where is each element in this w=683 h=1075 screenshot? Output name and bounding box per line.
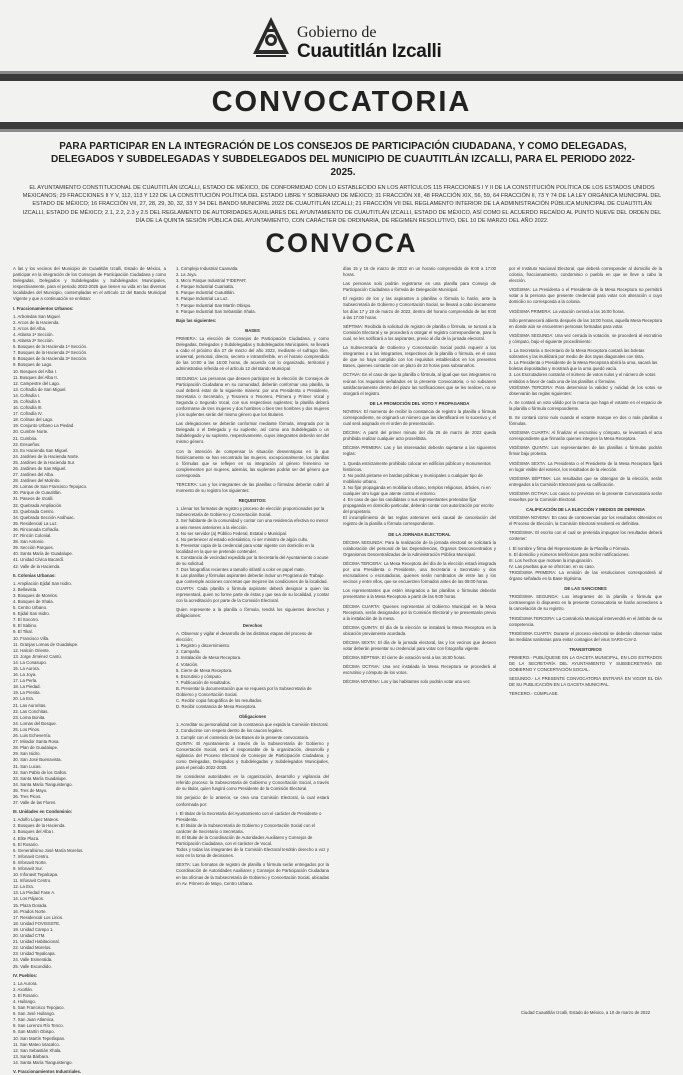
col2-text: Quien represente a la planilla o fórmula, tendrá los siguientes derechos y obligaciones: <box>176 606 329 618</box>
col2-text: SEXTA: Las formatos de registro de planilla o fórmula serán entregados por la Coordinación de Autoridades Auxiliares y Consejos de Participación Ciudadana en las oficinas de la Subsecretaría de Gobierno y Concertación Social, ubicadas en Av. Primero de Mayo, Centro Urbano. <box>176 862 329 886</box>
header <box>0 0 683 64</box>
list-item: 35. Tres de Mayo. <box>13 787 48 793</box>
list-item: 28. Plan de Guadalupe. <box>13 745 59 751</box>
col2-text: 7. Dos fotografías recientes a tamaño infantil a color en papel mate. <box>176 567 305 573</box>
list-item: 41. Unidad Cívica Bacardí. <box>13 557 65 563</box>
col3-text: El registro de los y las aspirantes a planillas o fórmula lo harán, ante la Subsecretaría de Gobierno y Concertación Social, se llevará a cabo únicamente los días 17 y 18 de marzo de 2022, dentro del horario comprendido de las 9:00 a las 17:00 horas. <box>343 296 496 320</box>
col4-text: TRIGÉSIMA PRIMERA: La emisión de las resoluciones corresponderá al órgano señalado en la Base trigésima. <box>509 569 662 582</box>
col1-heading: III. Unidades en Condominio: <box>13 809 73 815</box>
list-item: 5. San Francisco Tepojaco. <box>13 1005 65 1011</box>
list-item: 13. La Piedad Fase A. <box>13 890 56 896</box>
col4-text: Sólo permanecerá abierta después de las 16:00 horas, aquella Mesa Receptora en donde aún se encuentren personas formadas para votar. <box>509 317 662 329</box>
column-2 <box>176 266 329 1006</box>
col2-text: 3. Instalación de Mesa Receptora. <box>176 655 242 661</box>
col3-text: DÉCIMA SEGUNDA: Para la realización de la jornada electoral se solicitará la colaboración del personal de las Dependencias, Órganos Desconcentrados y Organismos Descentralizados de la Administración Pública Municipal. <box>343 539 496 557</box>
col2-text: CUARTA: Cada planilla o fórmula aspirante deberá designar a quien las representará, quien no forme parte de éstas y que sea de su localidad, y contar con la acreditación por parte de la Comisión Electoral. <box>176 585 329 603</box>
col2-text: C. Recibir copia fotográfica de los resultados. <box>176 698 263 704</box>
list-item: 6. Bosques de la Hacienda 1ª Sección. <box>13 344 88 350</box>
list-item: 11. San Mateo Ixtacalco. <box>13 1041 60 1047</box>
list-item: 11. Infonavit Centro. <box>13 878 52 884</box>
calificacion-heading: CALIFICACIÓN DE LA ELECCIÓN Y MEDIOS DE DEFENSA <box>525 507 646 513</box>
list-item: 22. Las Conchitas. <box>13 708 49 714</box>
list-item: 33. Santa María Guadalupe. <box>13 775 67 781</box>
list-item: 18. Colinas del Lago. <box>13 417 54 423</box>
list-item: 14. La Conasupo. <box>13 659 47 665</box>
col4-text: 2. La Presidenta o Presidente de la Mesa Receptora abrirá la urna, sacará las boletas depositadas y mostrará que la urna quedó vacía. <box>509 360 658 372</box>
col2-text: SEGUNDA: Las personas que deseen participar en la elección de Consejos de Participación Ciudadana en su comunidad, deberán conformar una planilla, la cual deberá estar de la siguiente manera: por una Presidenta o Presidente, Secretaria o Secretario, y Tesorera o Tesorero, Primera y Primer Vocal y Segunda o Segundo Vocal, con sus respectivos suplentes; la planilla deberá conformarse de tres mujeres y dos hombres o bien tres hombres y dos mujeres y los suplentes serán del mismo género que los titulares. <box>176 375 329 418</box>
column-3 <box>343 266 496 1006</box>
col4-text: 1. La Secretaría o Secretario de la Mesa Receptora contará las boletas sobrantes y las inutilizará por medio de dos rayas diagonales con tinta. <box>509 348 645 360</box>
list-industriales <box>176 266 329 315</box>
list-item: 2. Bosques de la Hacienda. <box>13 823 66 829</box>
col2-text: Todos y todas las integrantes de la Comisión Electoral tendrán derecho a voz y voto en la toma de decisiones. <box>176 847 329 859</box>
col3-text: DÉCIMA SEXTA: El día de la jornada electoral, las y los vecinos que deseen votar deberán presentar su credencial para votar con fotografía vigente. <box>343 639 496 652</box>
list-item: 16. Cofradía III. <box>13 405 43 411</box>
list-item: 14. Cofradía I. <box>13 392 41 398</box>
list-item: 19. Unidad Campo 1. <box>13 926 54 932</box>
list-item: 32. Quebrada Ampliación. <box>13 502 63 508</box>
col4-text: PRIMERO.- PUBLÍQUESE EN LA GACETA MUNICIPAL, EN LOS ESTRADOS DE LA SECRETARÍA DEL AYUNTAMIENTO Y SUBSECRETARÍA DE GOBIERNO Y CONCERTACIÓN SOCIAL. <box>509 654 662 673</box>
page-title: CONVOCATORIA <box>211 86 472 118</box>
col2-text: TERCERA: Los y los integrantes de las planillas o fórmulas deberán cubrir al momento de su registro los siguientes: <box>176 482 329 494</box>
col2-text: Las delegaciones se deberán conformar mediante fórmula, integrada por la Delegada o el Delegado y su suplente, así como una Subdelegada o un Subdelegado y su suplente, respectivamente, cuyos integrantes deberán ser del mismo género. <box>176 421 329 445</box>
list-item: 3. Bosques del Alba I. <box>13 829 55 835</box>
col2-text: 6. Constancia de vecindad expedida por la Secretaría del Ayuntamiento o acuse de su solicitud. <box>176 555 329 567</box>
col4-text: IV. Las pruebas que se ofrezcan, en su caso. <box>509 563 595 569</box>
col2-text: II. El titular de la Subsecretaría de Gobierno y Concertación Social con el carácter de Secretario o Secretaria. <box>176 822 316 834</box>
list-item: 9. Bosques de Lago. <box>13 362 53 368</box>
list-item: 22. Unidad Morelos. <box>13 945 52 951</box>
col4-text: VIGÉSIMA SEGUNDA: Una vez cerrada la votación, se procederá al escrutinio y cómputo, bajo el siguiente procedimiento: <box>509 332 662 344</box>
col3-text: OCTAVA: En el caso de que la planilla o fórmula, al igual que sus integrantes no reúnan los requisitos señalados en la presente Convocatoria, o no subsanen satisfactoriamente dentro del plazo las notificaciones que se les realicen, no se otorgará el registro. <box>343 372 496 396</box>
list-item: 10. San Martín Tepetlixpan. <box>13 1035 66 1041</box>
subtitle: PARA PARTICIPAR EN LA INTEGRACIÓN DE LOS CONSEJOS DE PARTICIPACIÓN CIUDADANA, Y COMO DELEGADAS, DELEGADOS Y SUBDELEGADAS Y SUBDELEGADOS DEL MUNICIPIO DE CUAUTITLÁN IZCALLI, PARA EL PERIODO 2022-2025. <box>51 141 635 178</box>
col2-text: PRIMERA: La elección de Consejos de Participación Ciudadana, y como Delegadas, Delegados y Subdelegadas y Subdelegados Municipales, se llevará a cabo el próximo día 27 de marzo del año 2022, mediante el sufragio libre, universal, personal, directo, secreto e intransferible, en el horario comprendido de las 10:00 a las 16:00 horas, de acuerdo con lo organizado, territorial y administrativa referida en el artículo 12 del Bando Municipal. <box>176 335 329 372</box>
list-item: 12. La Era. <box>13 884 35 890</box>
list-item: 4. Atlanta 1ª Sección. <box>13 331 54 337</box>
col3-text: DÉCIMA OCTAVA: Una vez instalada la Mesa Receptora se procederá al escrutinio y cómputo de los votos. <box>343 664 496 676</box>
col4-text: VIGÉSIMA QUINTA: Los representantes de las planillas o fórmulas podrán firmar bajo protesta. <box>509 445 662 457</box>
list-item: 8. El Sabino. <box>13 623 38 629</box>
col2-text: Bajo las siguientes: <box>176 317 217 323</box>
col4-text: III. Los hechos que motivan la impugnación. <box>509 557 593 563</box>
col2-text: I. El titular de la Secretaría del Ayuntamiento con el carácter de Presidente o Presidenta. <box>176 810 322 822</box>
col2-text: 3. Cumplir con el contenido de las Bases de la presente convocatoria. <box>176 734 310 740</box>
list-item: 5. Parque Industrial Cuautitlán. <box>176 290 235 296</box>
col3-text: DÉCIMA QUINTA: El día de la elección se instalará la Mesa Receptora en la ubicación previamente acordada. <box>343 624 496 636</box>
list-item: 14. Santa María Tianguistengo. <box>13 1059 73 1065</box>
col2-text: 1. Registro y discernimiento. <box>176 643 231 649</box>
list-item: 18. La Piedad. <box>13 684 41 690</box>
col2-text: Con la intención de compensar la situación desventajosa en la que históricamente se han encontrado las mujeres, excepcionalmente, los planillas o fórmulas que se reflejen en su integración al género femenino se complementen por mujeres, además, las suplentes podrán ser del género que corresponda. <box>176 448 329 478</box>
list-item: 26. Jardines de San Miguel. <box>13 466 67 471</box>
col1-heading: I. Fraccionamientos Urbanos: <box>13 305 74 311</box>
list-item: 11. Bosques del Alba II. <box>13 374 58 380</box>
col3-text: 3. No fijar propaganda en mobiliario urbano, templos religiosos, árboles, ni en cualquier otro lugar que atente contra el entorno. <box>343 484 491 496</box>
col2-text: III. El titular de la Coordinación de Autoridades Auxiliares y Consejos de Participación Ciudadana, con el carácter de Vocal. <box>176 834 313 847</box>
list-item: 15. Cofradía II. <box>13 398 42 404</box>
list-item: 37. Valle de las Flores. <box>13 800 57 806</box>
list-item: 29. San Isidro. <box>13 751 41 757</box>
list-item: 6. Generalísimo José María Morelos. <box>13 847 84 853</box>
list-item: 8. Infonavit Norte. <box>13 859 47 865</box>
list-item: 6. Parque Industrial La Luz. <box>176 296 229 302</box>
col2-text: 2. Campaña. <box>176 649 201 655</box>
col3-text: 1. Queda estrictamente prohibido colocar en edificios públicos y monumentos históricos. <box>343 460 491 472</box>
list-item: 11. Granjas Lomas de Guadalupe. <box>13 641 79 647</box>
col2-text: QUINTA: El Ayuntamiento a través de la Subsecretaría de Gobierno y Concertación Social, será el responsable de la organización, desarrollo y vigilancia del Proceso Electoral de Consejos de Participación Ciudadana, y como Delegadas, Delegados y Subdelegadas y Subdelegados Municipales, para el periodo 2022-2025. <box>176 740 329 771</box>
col3-text: La Subsecretaría de Gobierno y Concertación Social podrá requerir a los integrantes o a los integrantes, respectivos de la planilla o fórmula, en el caso de que no haya cumplido con los requisitos establecidos en los presentes Bases, quienes contarán con un plazo de 24 horas para subsanarlos. <box>343 345 496 369</box>
col1-heading: IV. Pueblos: <box>13 972 38 978</box>
requisitos-heading: REQUISITOS: <box>238 498 267 504</box>
list-item: 7. San Juan Atlamica. <box>13 1017 55 1023</box>
list-item: 19. Conjunto Urbano La Piedad. <box>13 423 75 429</box>
col4-text: TERCERO.- CÚMPLASE. <box>509 691 559 697</box>
list-item: 20. Cumbre Norte. <box>13 429 49 435</box>
col4-text: I. El nombre y firma del Representante de la Planilla o Fórmula. <box>509 545 630 551</box>
list-item: 20. La Era. <box>13 696 35 702</box>
list-item: 2. Bellavista. <box>13 586 38 592</box>
col4-text: TRIGÉSIMA: El escrito con el cual se pretenda impugnar los resultados deberá contener: <box>509 530 662 542</box>
col2-text: 6. Escrutinio y cómputo. <box>176 673 222 679</box>
col2-text: Se consideran autoridades en la organización, desarrollo y vigilancia del referido proceso: la Subsecretaría de Gobierno y Concertación Social, a través de su titular, quien fungirá como Presidente de la Comisión Electoral. <box>176 774 329 792</box>
list-item: 42. Valle de la Hacienda. <box>13 563 61 569</box>
col2-text: 3. No ser servidor (a) Público Federal, Estatal o Municipal. <box>176 530 288 536</box>
col4-text: SEGUNDO.- LA PRESENTE CONVOCATORIA ENTRARÁ EN VIGOR EL DÍA DE SU PUBLICACIÓN EN LA GACETA MUNICIPAL. <box>509 676 662 688</box>
list-fraccionamientos <box>13 314 166 570</box>
col4-text: VIGÉSIMA OCTAVA: Los casos no previstos en la presente Convocatoria serán resueltos por la Comisión Electoral. <box>509 490 662 502</box>
list-item: 21. Unidad Habitacional. <box>13 939 60 945</box>
col2-text: 2. Conducirse con respeto dentro de los cauces legales. <box>176 728 284 734</box>
list-item: 9. San Martín Obispo. <box>13 1029 55 1035</box>
list-item: 36. Rinconada Cofradía. <box>13 526 60 532</box>
col4-text: TRIGÉSIMA SEGUNDA: Los integrantes de la planilla o fórmula que contravengan lo dispuesto en la presente Convocatoria se harán acreedores a la cancelación de su registro. <box>509 594 662 612</box>
list-item: 31. San Lucas. <box>13 763 42 769</box>
list-item: 20. Unidad CTM. <box>13 933 46 939</box>
list-item: 32. San Pablo de los Gallos. <box>13 769 68 775</box>
list-item: 13. Santa Bárbara. <box>13 1053 50 1059</box>
list-colonias <box>13 581 166 806</box>
list-item: 24. Jardines de la Hacienda Norte. <box>13 453 80 459</box>
list-pueblos <box>13 981 166 1066</box>
col4-text: 3. Los Escrutadores contarán el número de votos nulos y el número de votos emitidos a favor de cada una de las planillas o fórmulas. <box>509 372 656 384</box>
list-item: 3. Micro Parque Industrial 'FIDEPAR'. <box>176 278 248 284</box>
col2-text: B. Presentar la documentación que se requiera por la Subsecretaría de Gobierno y Concertación Social. <box>176 685 312 697</box>
list-item: 30. Parque de Cuautitlán. <box>13 490 62 496</box>
col2-text: 5. Presentar copia de la credencial para votar vigente con domicilio en la localidad en la que se pretende contender. <box>176 542 315 554</box>
col3-text: NOVENA: El momento de recibir la constancia de registro la planilla o fórmula correspondiente, se originará un número que las identificará en lo sucesivo y, el cual será asignado en el orden de presentación. <box>343 408 496 427</box>
col1-heading: V. Fraccionamientos Industriales. <box>13 1069 82 1074</box>
list-item: 7. Bosques de la Hacienda 2ª Sección. <box>13 350 88 356</box>
list-item: 8. San Lorenzo Río Tenco. <box>13 1023 64 1029</box>
footer-date: Ciudad Cuautitlán Izcalli, Estado de México, a 10 de marzo de 2022 <box>520 1010 651 1015</box>
col2-text: 4. No pertenecer al estado eclesiástico, ni ser ministro de algún culto. <box>176 536 309 542</box>
list-item: 9. El Tikal. <box>13 629 33 635</box>
jornada-heading: DE LA JORNADA ELECTORAL <box>388 531 451 537</box>
col3-text: DÉCIMA CUARTA: Quienes representan al Gobierno Municipal en la Mesa Receptora, serán designados por la Comisión Electoral y se presentarán previo a la instalación de la mesa. <box>343 603 496 621</box>
col3-text: Las personas solo podrán registrarse en una planilla para Consejo de Participación Ciudadana o fórmula de Delegación Municipal. <box>343 281 496 293</box>
transitorios-heading: TRANSITORIOS <box>569 646 602 652</box>
col4-text: VIGÉSIMA: La Presidenta o el Presidente de la Mesa Receptora no permitirá votar a la persona que presente credencial para votar con alteración o cuyo domicilio no corresponda a la colonia. <box>509 287 662 305</box>
list-item: 27. Mirador Santa Rosa. <box>13 739 60 745</box>
col2-text: D. Recibir constancia de Mesa Receptora. <box>176 704 257 710</box>
list-item: 30. San José Buenavista. <box>13 757 62 763</box>
col3-text: 2. No podrá pintarse en bardas públicas y municipales o cualquier tipo de mobiliario urbano. <box>343 472 483 484</box>
col4-text: VIGÉSIMA SÉPTIMA: Los resultados que se obtengan de la elección, serán entregados a la Comisión Electoral para su calificación. <box>509 475 662 487</box>
col4-text: VIGÉSIMA CUARTA: Al finalizar el escrutinio y cómputo, se levantará el acta correspondiente que firmarán quienes integren la Mesa Receptora. <box>509 430 662 442</box>
list-item: 23. Loma Bonita. <box>13 714 46 720</box>
list-item: 19. La Presita. <box>13 690 41 696</box>
col2-text: 1. Acreditar su personalidad con la constancia que expida la Comisión Electoral. <box>176 722 329 728</box>
list-item: 28. Jardines del Molinito. <box>13 478 61 484</box>
list-item: 2. La Joya. <box>176 272 198 278</box>
list-item: 36. Tres Picos. <box>13 793 42 799</box>
obligaciones-heading: Obligaciones <box>239 714 266 720</box>
sanciones-heading: DE LAS SANCIONES <box>564 586 607 592</box>
list-item: 1. Complejo Industrial Cuamatla. <box>176 266 239 271</box>
list-unidades <box>13 817 166 969</box>
list-item: 4. Elite Plaza. <box>13 835 40 841</box>
list-item: 18. Unidad FOVISSSTE. <box>13 920 61 926</box>
list-item: 15. Plaza Dorada. <box>13 902 48 908</box>
col4-text: A. Se contará un voto válido por la marca que haga el votante en el espacio de la planilla o fórmula correspondiente. <box>509 399 662 411</box>
derechos-heading: Derechos <box>242 622 263 628</box>
list-item: 5. El Rosario. <box>13 841 39 847</box>
list-item: 2. Axotlán. <box>13 986 34 992</box>
col3-text: DÉCIMA: A partir del primer minuto del día 26 de marzo de 2022 queda prohibida realizar cualquier acto proselitista. <box>343 430 496 442</box>
col3-text: DÉCIMA SÉPTIMA: El cierre de votación será a las 16:00 horas. <box>343 655 466 661</box>
list-item: 8. Bosques de la Hacienda 3ª Sección. <box>13 356 88 362</box>
intro-paragraph: EL AYUNTAMIENTO CONSTITUCIONAL DE CUAUTITLÁN IZCALLI, ESTADO DE MÉXICO, DE CONFORMIDAD CON LO ESTABLECIDO EN LOS ARTÍCULOS 115 FRACCIONES I Y II DE LA CONSTITUCIÓN POLÍTICA DE LOS ESTADOS UNIDOS MEXICANOS; 29 FRACCIONES II Y V, 112, 113 Y 122 DE LA CONSTITUCIÓN POLÍTICA DEL ESTADO LIBRE Y SOBERANO DE MÉXICO; 31 FRACCIÓN XII, 48 FRACCIÓN XIX, 56, 59, 64 FRACCIÓN II, 73 Y 74 DE LA LEY ORGÁNICA MUNICIPAL DEL ESTADO DE MÉXICO; 16 FRACCIÓN VII, 27, 28, 29, 30, 32, 33 Y 34 DEL BANDO MUNICIPAL 2022 DE CUAUTITLÁN IZCALLI; 21 FRACCIÓN VII DEL REGLAMENTO INTERIOR DE LA ADMINISTRACIÓN PÚBLICA MUNICIPAL DE CUAUTITLÁN IZCALLI, ESTADO DE MÉXICO; 2.1, 2.2, 2.3 y 2.5 DEL REGLAMENTO DE AUTORIDADES AUXILIARES DEL AYUNTAMIENTO DE CUAUTITLÁN IZCALLI, ESTADO DE MÉXICO, ASÍ COMO EL ACUERDO RECAÍDO AL PUNTO NUEVE DEL ORDEN DEL DÍA DE LA QUINTA SESIÓN PÚBLICA DEL AYUNTAMIENTO, CON CARÁCTER DE ORDINARIA, DE RÉGIMEN RESOLUTIVO, DEL 10 DE MARZO DEL AÑO 2022. <box>22 185 662 224</box>
convoca-heading: CONVOCA <box>265 228 418 258</box>
list-item: 27. Jardines del Alba. <box>13 472 55 478</box>
list-item: 24. Lomas del Bosque. <box>13 720 57 726</box>
col2-text: A. Observar y vigilar el desarrollo de las distintas etapas del proceso de elección; <box>176 631 313 643</box>
col3-text: Los representantes que estén integrados a las planillas o fórmulas deberán presentarse a la Mesa Receptora a partir de las 9:00 horas. <box>343 588 496 600</box>
list-item: 37. Rincón Colonial. <box>13 533 52 539</box>
col4-text: TRIGÉSIMA CUARTA: Durante el proceso electoral se deberán observar todas las medidas sanitarias para evitar contagios del virus SARS-CoV-2. <box>509 630 662 642</box>
list-item: 13. Cofradía de San Miguel. <box>13 386 67 392</box>
list-item: 21. Las Auroritas. <box>13 702 47 708</box>
list-item: 3. Bosques de Morelos. <box>13 592 59 598</box>
list-item: 34. Quebrada Sección Anáhuac. <box>13 514 75 520</box>
col3-text: días 15 y 16 de marzo de 2022 en un horario comprendido de 9:00 a 17:00 horas. <box>343 266 496 278</box>
col4-text: II. El domicilio y números telefónicos para recibir notificaciones. <box>509 551 630 557</box>
col1-paragraph: A las y los vecinos del Municipio de Cuautitlán Izcalli, Estado de México, a participar en la integración de los Consejos de Participación Ciudadana y como Delegadas, Delegados y Subdelegadas y Subdelegados Municipales, respectivamente, para el periodo 2022-2025 que tienen su vida en las diversas localidades del Municipio, contempladas en el artículo 12 del Bando Municipal Vigente y que a continuación se enlistan: <box>13 266 166 302</box>
col4-text: por el Instituto Nacional Electoral, que deberá corresponder al domicilio de la colonia, fraccionamiento, condominio o pueblo en que se lleve a cabo la elección. <box>509 266 662 284</box>
list-item: 5. Centro Urbano. <box>13 605 48 611</box>
col3-text: SÉPTIMA: Recibida la solicitud de registro de planilla o fórmula, se turnará a la Comisión Electoral y se procederá a otorgar el registro correspondiente, para lo cual, se les notificará a los aspirantes, previo al día de la jornada electoral. <box>343 323 496 341</box>
list-item: 25. Los Pinos. <box>13 726 41 732</box>
col2-text: 7. Publicación de resultados. <box>176 679 231 685</box>
promocion-heading: DE LA PROMOCIÓN DEL VOTO Y PROPAGANDA <box>369 400 470 406</box>
list-item: 33. Quebrada Centro. <box>13 508 55 514</box>
list-item: 10. Francisco Villa. <box>13 635 50 641</box>
list-item: 40. Santa María de Guadalupe. <box>13 551 73 557</box>
list-item: 21. Cumbria. <box>13 435 38 441</box>
header-city: Cuautitlán Izcalli <box>297 41 442 62</box>
list-item: 1. Adolfo López Mateos. <box>13 817 60 823</box>
list-item: 7. El Socorro. <box>13 617 40 623</box>
list-item: 6. Ejidal San Isidro. <box>13 611 51 617</box>
list-item: 17. Residencial Los Lirios. <box>13 914 64 920</box>
list-item: 39. Sección Parques. <box>13 545 54 551</box>
col2-text: 1. Llenar los formatos de registro y proceso de elección proporcionados por la Subsecretaría de Gobierno y Concertación Social. <box>176 506 325 518</box>
list-item: 17. La Perla. <box>13 678 38 684</box>
list-item: 3. Arcos del Alba. <box>13 325 47 331</box>
title-band <box>0 122 683 132</box>
col4-text: TRIGÉSIMA TERCERA: La Contraloría Municipal intervendrá en el ámbito de su competencia. <box>509 615 663 627</box>
list-item: 23. Ex Hacienda San Miguel. <box>13 447 69 453</box>
col4-text: VIGÉSIMA TERCERA: Para determinar la validez y nulidad de los votos se observarán las reglas siguientes: <box>509 384 662 396</box>
list-item: 26. Luis Echeverría. <box>13 733 52 739</box>
list-item: 1. Arboledas San Miguel. <box>13 313 61 319</box>
list-item: 12. San Sebastián Xhala. <box>13 1047 62 1053</box>
col4-text: VIGÉSIMA SEXTA: La Presidenta o el Presidente de la Mesa Receptora fijará en lugar visible del exterior, los resultados de la elección. <box>509 460 662 472</box>
list-item: 4. Huilango. <box>13 998 36 1004</box>
col4-text: B. Se contará como nulo cuando el votante marque en dos o más planillas o fórmulas. <box>509 414 662 427</box>
list-item: 6. San José Huilango. <box>13 1011 56 1017</box>
col3-text: DÉCIMA NOVENA: Los y las habitantes solo podrán votar una vez. <box>343 679 472 685</box>
list-item: 9. Infonavit Sur. <box>13 866 43 871</box>
list-item: 16. La Joya. <box>13 672 37 678</box>
list-item: 25. Jardines de la Hacienda Sur. <box>13 459 76 465</box>
col2-text: 2. Ser habitante de la comunidad y contar con una residencia efectiva no menor a seis meses anteriores a la elección. <box>176 518 329 530</box>
column-1 <box>13 266 166 1074</box>
list-item: 35. Residencial La Luz. <box>13 520 58 526</box>
list-item: 7. Infonavit Centro. <box>13 853 50 859</box>
list-item: 13. Jorge Jiménez Cantú. <box>13 653 62 659</box>
list-item: 23. Unidad Tepalcapa. <box>13 951 56 957</box>
list-item: 1. Ampliación Ejidal San Isidro. <box>13 580 72 586</box>
col3-text: DÉCIMA TERCERA: La Mesa Receptora del día de la elección estará integrada por una Presidenta o Presidente, una Secretaria o Secretario y dos escrutadores o escrutadoras, quienes serán nombrados de entre las y los vecinos y entre ellos, que se encuentren formados antes de las 09:00 horas. <box>343 560 496 585</box>
list-item: 29. Lomas de San Francisco Tepojaco. <box>13 484 88 490</box>
list-item: 24. Valle Esmeralda. <box>13 957 53 963</box>
col4-text: VIGÉSIMA PRIMERA: La votación cerrará a las 16:00 horas. <box>509 308 625 314</box>
col1-heading: II. Colonias Urbanas: <box>13 572 56 578</box>
col2-text: Sin perjuicio de lo anterior, se crea una Comisión Electoral, la cual estará conformada por: <box>176 795 329 807</box>
col3-text: 4. En caso de que los candidatos o sus representantes pretendan fijar propaganda en domicilio particular, deberán contar con autorización por escrito del propietario. <box>343 497 494 515</box>
list-item: 3. El Rosario. <box>13 992 39 998</box>
col4-text: VIGÉSIMA NOVENA: En caso de controversias por los resultados obtenidos en el Proceso de Elección, la Comisión Electoral resolverá en definitiva. <box>509 515 662 527</box>
list-item: 16. Prados Norte. <box>13 908 47 914</box>
bases-heading: BASES <box>245 327 260 333</box>
list-item: 4. Bosques de Xhala. <box>13 598 54 604</box>
list-item: 17. Cofradía IV. <box>13 411 43 417</box>
list-item: 8. Parque Industrial San Sebastián Xhala. <box>176 308 256 314</box>
list-item: 22. Ensueños. <box>13 441 41 447</box>
cuautitlan-izcalli-logo-icon <box>252 16 290 58</box>
top-band <box>0 71 683 81</box>
col3-text: DÉCIMA PRIMERA: Las y los interesados deberán sujetarse a las siguientes reglas: <box>343 445 496 457</box>
list-item: 25. Valle Escondido. <box>13 963 52 969</box>
list-item: 4. Parque Industrial Cuamatla. <box>176 284 235 290</box>
list-item: 34. Santa María Tianguistengo. <box>13 781 73 787</box>
column-4 <box>509 266 662 1006</box>
col3-text: El incumplimiento de las reglas anteriores será causal de cancelación del registro de la planilla o fórmula correspondiente. <box>343 515 496 527</box>
col2-text: 4. Votación. <box>176 661 199 667</box>
list-item: 12. Campestre del Lago. <box>13 380 61 386</box>
list-item: 14. Los Pájaros. <box>13 896 45 902</box>
list-item: 15. La Aurora. <box>13 666 40 671</box>
col2-text: 5. Cierre de Mesa Receptora. <box>176 667 233 673</box>
list-item: 1. La Aurora. <box>13 980 38 986</box>
header-gobierno: Gobierno de <box>297 24 377 41</box>
list-item: 2. Arcos de la Hacienda. <box>13 319 60 325</box>
list-item: 7. Parque Industrial San Martín Obispo. <box>176 302 252 308</box>
list-item: 10. Bosques del Alba I. <box>13 368 57 374</box>
list-item: 38. San Antonio. <box>13 539 45 545</box>
col2-text: 8. Las planillas y fórmulas aspirantes deberán incluir un Programa de Trabajo que contemple acciones concretas que mejoren las condiciones de la localidad. <box>176 573 328 585</box>
list-item: 10. Infonavit Tepalcapa. <box>13 872 59 878</box>
list-item: 12. Halcón Oriente. <box>13 647 51 653</box>
list-item: 5. Atlanta 2ª Sección. <box>13 338 54 344</box>
list-item: 31. Paseos de Izcalli. <box>13 496 54 502</box>
